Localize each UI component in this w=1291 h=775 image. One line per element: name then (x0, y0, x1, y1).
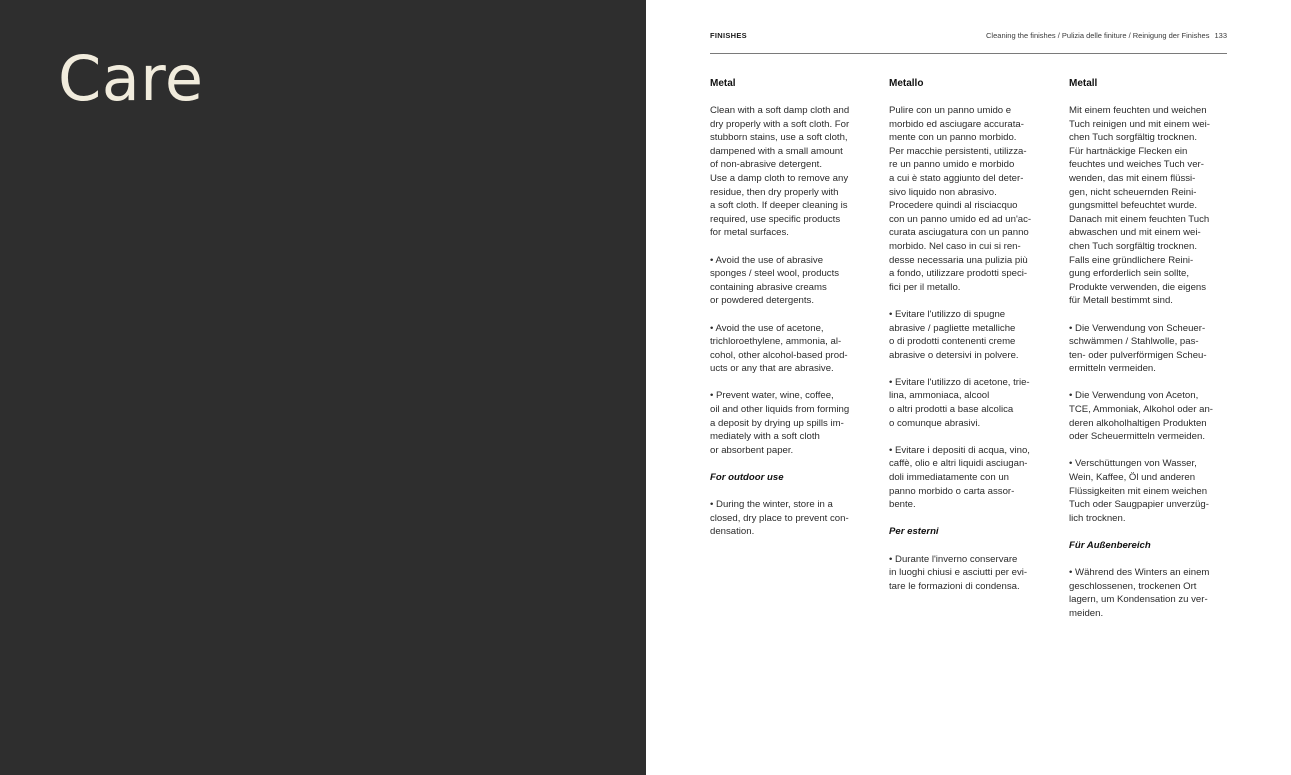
outdoor-subheading: For outdoor use (710, 472, 784, 484)
bullet-winter: • Durante l'inverno conservare in luoghi chiusi e asciutti per evi- tare le formazioni di condensa. (889, 553, 1028, 592)
bullet-winter: • Während des Winters an einem geschlossenen, trockenen Ort lagern, um Kondensation zu ver- meiden. (1069, 567, 1210, 619)
page-title: Care (58, 42, 204, 115)
bullet-solvents: • Evitare l'utilizzo di acetone, trie- lina, ammoniaca, alcool o altri prodotti a base alcolica o comunque abrasivi. (889, 376, 1030, 429)
right-page (646, 0, 1291, 775)
breadcrumb: Cleaning the finishes / Pulizia delle finiture / Reinigung der Finishes (986, 31, 1210, 40)
header-breadcrumb-group (986, 31, 1227, 40)
column-italian (889, 77, 1047, 607)
cleaning-instructions: Pulire con un panno umido e morbido ed asciugare accurata- mente con un panno morbido. Per macchie persistenti, utilizza- re un panno umido e morbido a cui è stato aggiunto del deter- sivo liquido non abrasivo. Procedere quindi al risciacquo con un panno umido ed ad un'ac- curata asciugatura con un panno morbido. Nel caso in cui si ren- desse necessaria una pulizia più a fondo, utilizzare prodotti speci- fici per il metallo. (889, 105, 1032, 293)
header-divider (710, 53, 1227, 54)
cleaning-instructions: Mit einem feuchten und weichen Tuch reinigen und mit einem wei- chen Tuch sorgfältig trocknen. Für hartnäckige Flecken ein feuchtes und weiches Tuch ver- wenden, das mit einem flüssi- gen, nicht scheuernden Reini- gungsmittel befeuchtet wurde. Danach mit einem feuchten Tuch abwaschen und mit einem wei- chen Tuch sorgfältig trocknen. Falls eine gründlichere Reini- gung erforderlich sein sollte, Produkte verwenden, die eigens für Metall bestimmt sind. (1069, 105, 1210, 307)
bullet-abrasives: • Die Verwendung von Scheuer- schwämmen / Stahlwolle, pas- ten- oder pulverförmigen Scheu- ermitteln vermeiden. (1069, 322, 1207, 375)
outdoor-subheading: Für Außenbereich (1069, 540, 1151, 551)
column-heading: Metall (1069, 78, 1098, 89)
column-heading: Metallo (889, 78, 924, 89)
section-label: FINISHES (710, 31, 747, 40)
page-number: 133 (1214, 31, 1227, 40)
bullet-winter: • During the winter, store in a closed, dry place to prevent con- densation. (710, 499, 849, 538)
cleaning-instructions: Clean with a soft damp cloth and dry properly with a soft cloth. For stubborn stains, use a soft cloth, dampened with a small amount of non-abrasive detergent. Use a damp cloth to remove any residue, then dry properly with a soft cloth. If deeper cleaning is required, use specific products for metal surfaces. (710, 105, 850, 239)
bullet-solvents: • Avoid the use of acetone, trichloroethylene, ammonia, al- cohol, other alcohol-based prod- ucts or any that are abrasive. (710, 322, 848, 375)
bullet-spills: • Prevent water, wine, coffee, oil and other liquids from forming a deposit by drying up spills im- mediately with a soft cloth or absorbent paper. (710, 390, 850, 456)
column-english (710, 77, 868, 553)
bullet-abrasives: • Evitare l'utilizzo di spugne abrasive / pagliette metalliche o di prodotti contenenti creme abrasive o detersivi in polvere. (889, 308, 1019, 361)
outdoor-subheading: Per esterni (889, 526, 939, 538)
column-german (1069, 77, 1227, 634)
running-header (710, 31, 1227, 43)
bullet-spills: • Evitare i depositi di acqua, vino, caffè, olio e altri liquidi asciugan- doli immediatamente con un panno morbido o carta assor- bente. (889, 444, 1030, 511)
column-heading: Metal (710, 78, 736, 89)
bullet-solvents: • Die Verwendung von Aceton, TCE, Ammoniak, Alkohol oder an- deren alkoholhaltigen Produkten oder Scheuermitteln vermeiden. (1069, 390, 1213, 443)
bullet-spills: • Verschüttungen von Wasser, Wein, Kaffee, Öl und anderen Flüssigkeiten mit einem weichen Tuch oder Saugpapier unverzüg- lich trocknen. (1069, 458, 1209, 524)
bullet-abrasives: • Avoid the use of abrasive sponges / steel wool, products containing abrasive creams or powdered detergents. (710, 254, 840, 307)
